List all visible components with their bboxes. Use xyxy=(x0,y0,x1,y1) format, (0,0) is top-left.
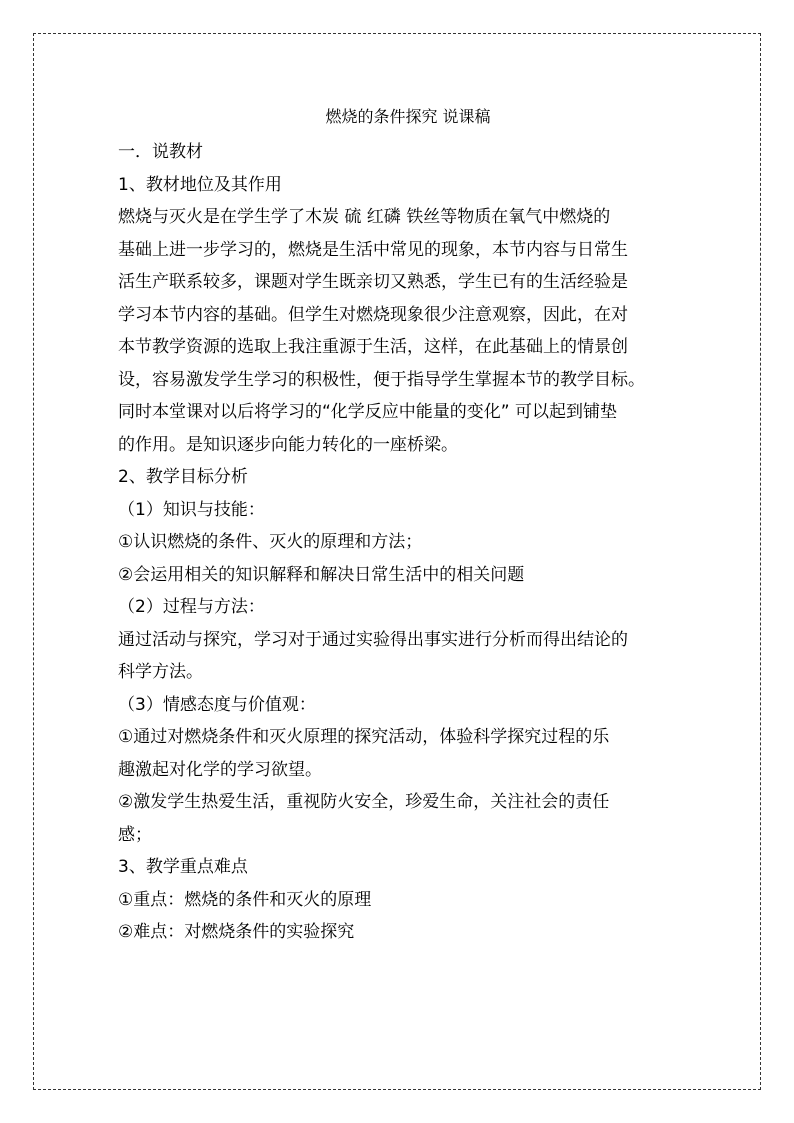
goal-heading-knowledge: （1）知识与技能： xyxy=(118,499,265,520)
paragraph-line: 活生产联系较多，课题对学生既亲切又熟悉，学生已有的生活经验是 xyxy=(118,272,628,292)
paragraph-line: 通过活动与探究，学习对于通过实验得出事实进行分析而得出结论的 xyxy=(118,629,628,650)
key-point-item: ②难点：对燃烧条件的实验探究 xyxy=(118,922,355,942)
paragraph-line: 趣激起对化学的学习欲望。 xyxy=(118,759,322,780)
goal-heading-attitude: （3）情感态度与价值观： xyxy=(118,694,316,715)
paragraph-line: 本节教学资源的选取上我注重源于生活，这样，在此基础上的情景创 xyxy=(118,337,628,357)
document-body xyxy=(118,104,678,949)
paragraph-line: 基础上进一步学习的，燃烧是生活中常见的现象，本节内容与日常生 xyxy=(118,239,628,260)
paragraph-line: 科学方法。 xyxy=(118,662,203,682)
paragraph-line: 学习本节内容的基础。但学生对燃烧现象很少注意观察，因此，在对 xyxy=(118,304,628,325)
paragraph-line: ①通过对燃烧条件和灭火原理的探究活动，体验科学探究过程的乐 xyxy=(118,727,610,747)
paragraph-line: 燃烧与灭火是在学生学了木炭 硫 红磷 铁丝等物质在氧气中燃烧的 xyxy=(118,207,611,227)
goal-heading-process: （2）过程与方法： xyxy=(118,597,265,617)
subsection-heading-2: 2、教学目标分析 xyxy=(118,467,248,487)
paragraph-line: 设，容易激发学生学习的积极性，便于指导学生掌握本节的教学目标。 xyxy=(118,369,645,390)
goal-item: ②会运用相关的知识解释和解决日常生活中的相关问题 xyxy=(118,564,525,585)
paragraph-line: ②激发学生热爱生活，重视防火安全，珍爱生命，关注社会的责任 xyxy=(118,792,610,812)
subsection-heading-3: 3、教学重点难点 xyxy=(118,857,248,877)
document-title: 燃烧的条件探究 说课稿 xyxy=(325,107,491,126)
key-point-item: ①重点：燃烧的条件和灭火的原理 xyxy=(118,889,372,910)
goal-item: ①认识燃烧的条件、灭火的原理和方法； xyxy=(118,532,423,552)
subsection-heading-1: 1、教材地位及其作用 xyxy=(118,174,282,195)
section-heading-1: 一．说教材 xyxy=(118,142,203,162)
paragraph-line: 感； xyxy=(118,824,152,845)
paragraph-line: 同时本堂课对以后将学习的“化学反应中能量的变化” 可以起到铺垫 xyxy=(118,402,618,422)
paragraph-line: 的作用。是知识逐步向能力转化的一座桥梁。 xyxy=(118,434,458,455)
